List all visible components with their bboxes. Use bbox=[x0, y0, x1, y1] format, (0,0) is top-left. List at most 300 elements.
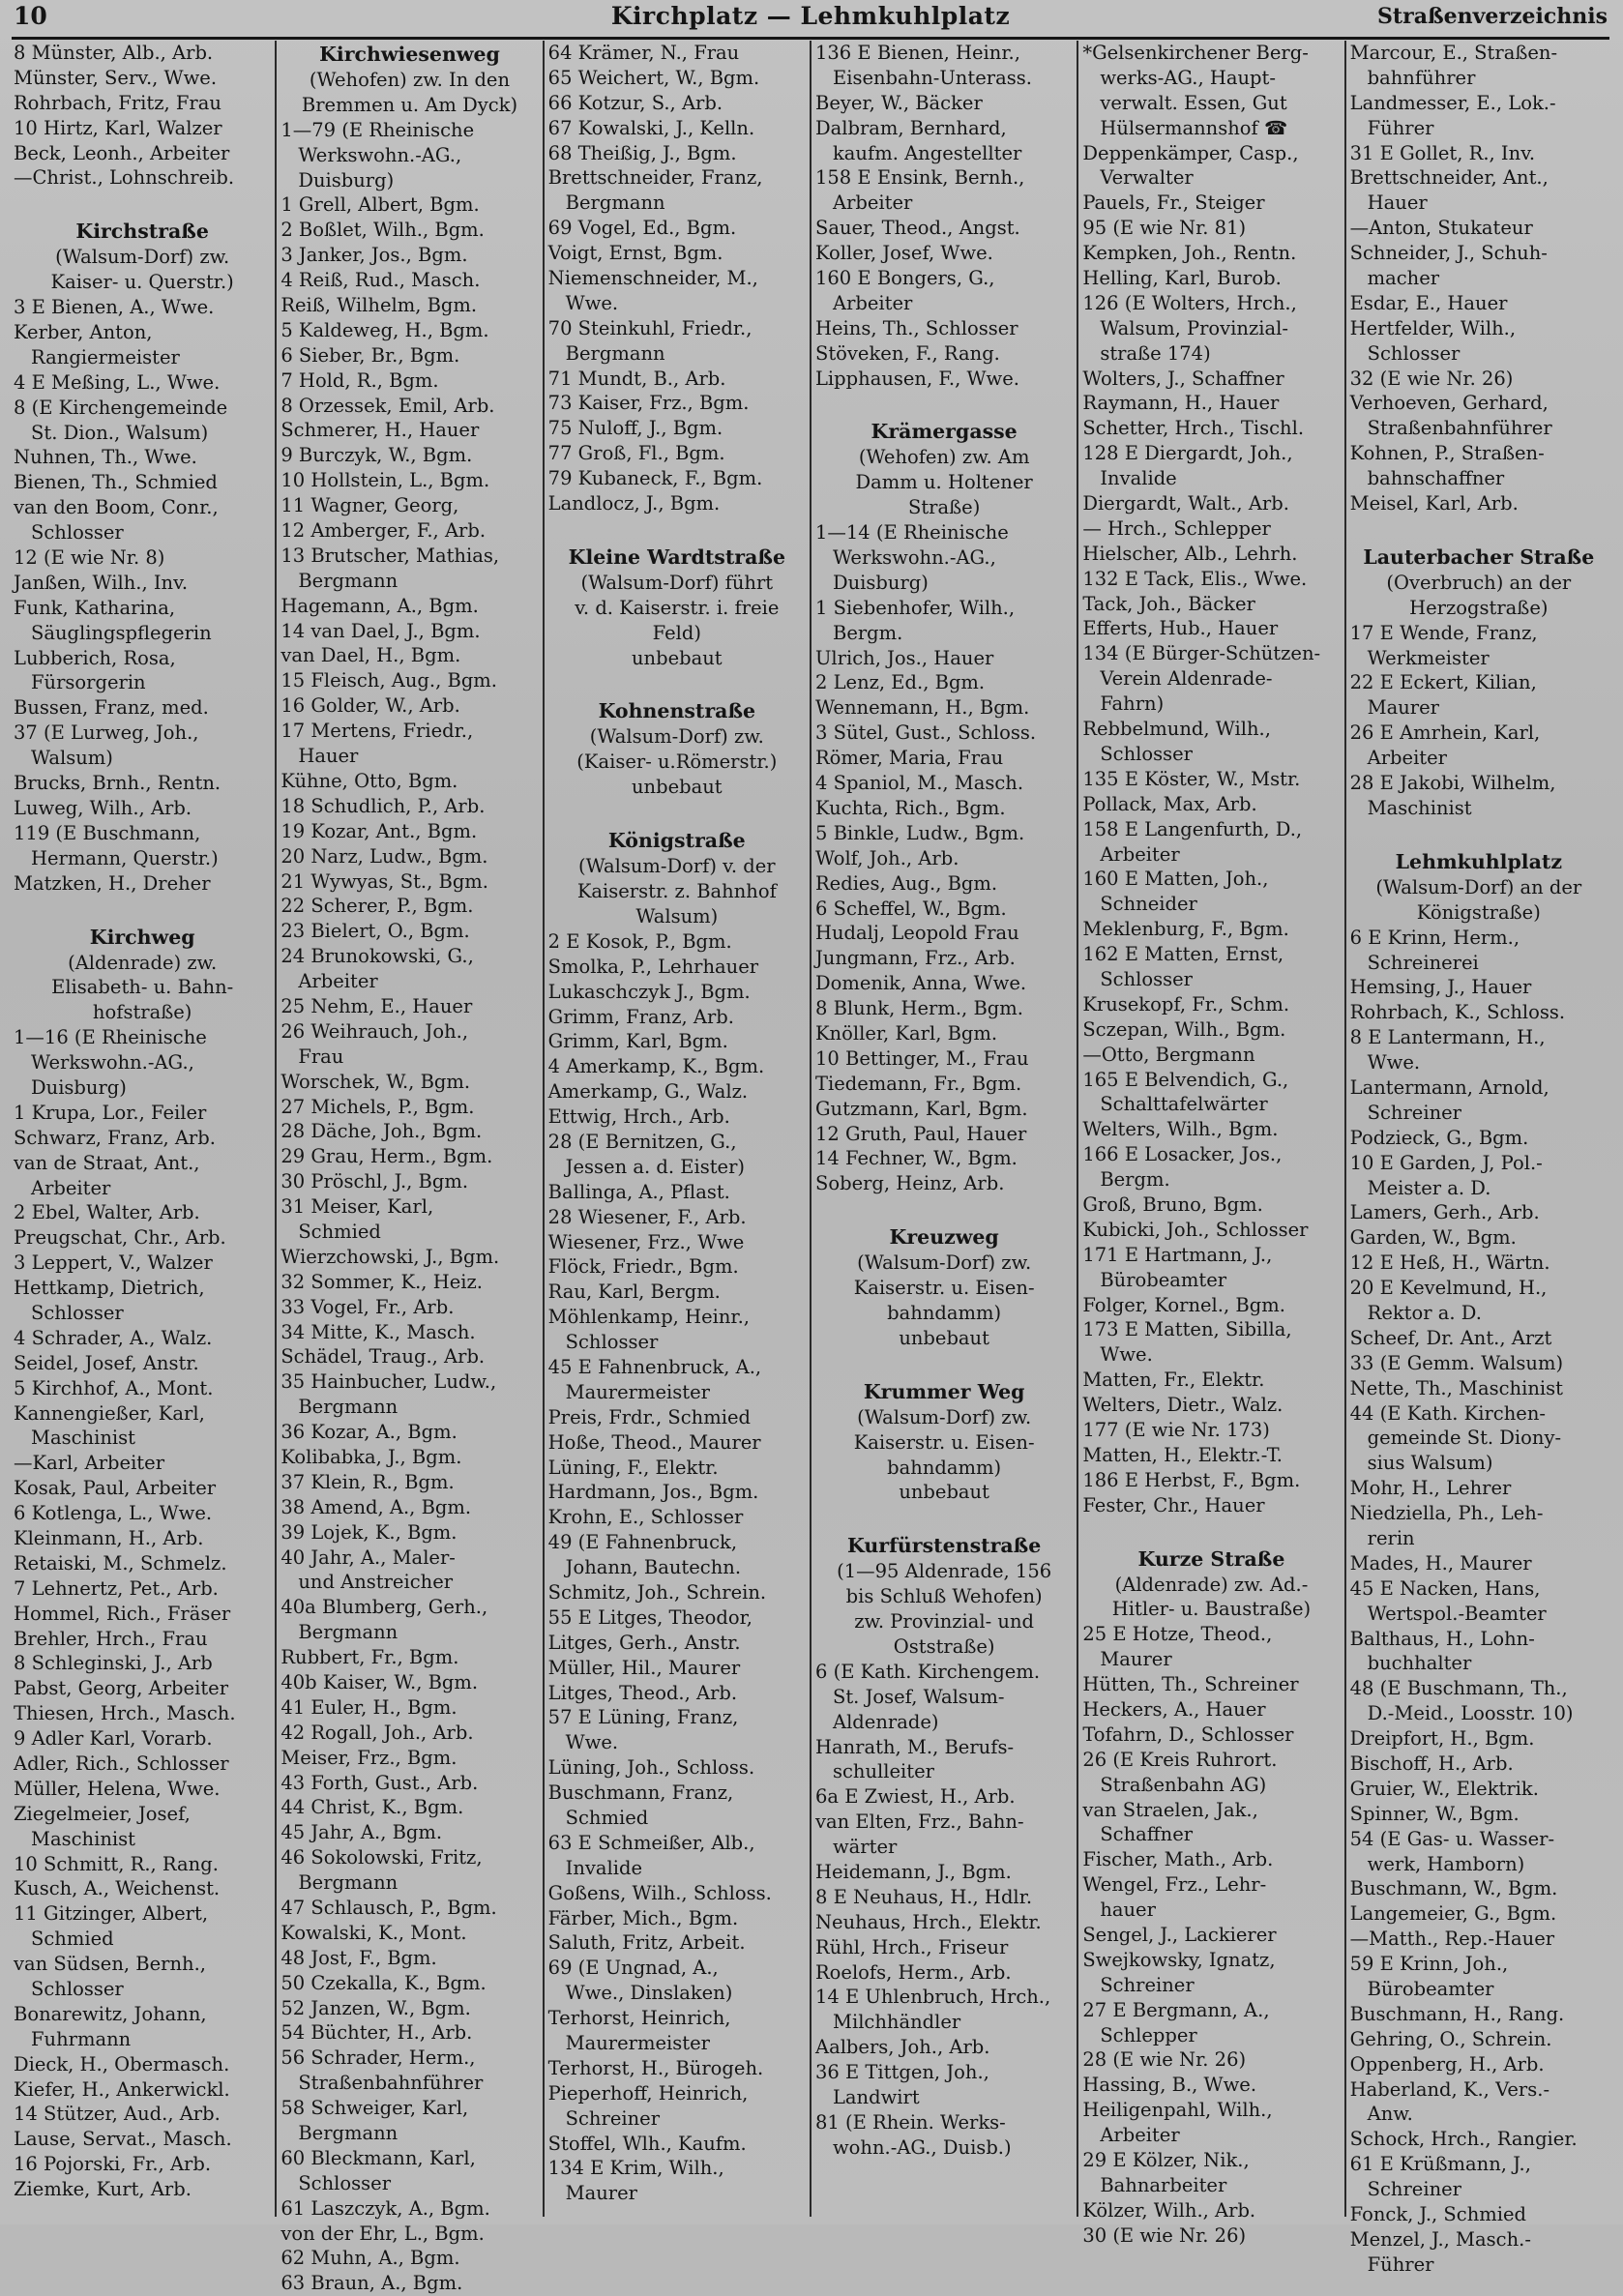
entry-continuation: Arbeiter bbox=[1100, 842, 1180, 866]
resident-entry: van de Straat, Ant., bbox=[14, 1151, 200, 1174]
entry-continuation: Hauer bbox=[298, 745, 359, 768]
street-heading: Krämergasse bbox=[871, 420, 1018, 444]
resident-entry: Hardmann, Jos., Bgm. bbox=[547, 1481, 759, 1504]
resident-entry: 10 Hollstein, L., Bgm. bbox=[280, 469, 490, 492]
resident-entry: Terhorst, H., Bürogeh. bbox=[547, 2056, 764, 2079]
resident-entry: *Gelsenkirchener Berg- bbox=[1082, 42, 1309, 64]
resident-entry: von der Ehr, L., Bgm. bbox=[280, 2222, 485, 2245]
resident-entry: 8 Orzessek, Emil, Arb. bbox=[280, 394, 495, 417]
resident-entry: Heins, Th., Schlosser bbox=[814, 316, 1018, 339]
resident-entry: Seidel, Josef, Anstr. bbox=[14, 1351, 199, 1374]
resident-entry: 71 Mundt, B., Arb. bbox=[547, 367, 726, 390]
resident-entry: 41 Euler, H., Bgm. bbox=[280, 1695, 457, 1719]
resident-entry: Brettschneider, Franz, bbox=[547, 166, 763, 190]
entry-continuation: rerin bbox=[1367, 1526, 1415, 1549]
street-description: Hitler- u. Baustraße) bbox=[1111, 1598, 1312, 1621]
resident-entry: 2 Ebel, Walter, Arb. bbox=[14, 1201, 200, 1224]
resident-entry: 27 E Bergmann, A., bbox=[1082, 1998, 1270, 2021]
resident-entry: Thiesen, Hrch., Masch. bbox=[14, 1702, 236, 1725]
resident-entry: 69 Vogel, Ed., Bgm. bbox=[547, 217, 737, 240]
entry-continuation: St. Dion., Walsum) bbox=[31, 421, 209, 444]
resident-entry: 47 Schlausch, P., Bgm. bbox=[280, 1897, 497, 1920]
resident-entry: 14 Fechner, W., Bgm. bbox=[814, 1147, 1018, 1170]
resident-entry: 166 E Losacker, Jos., bbox=[1082, 1143, 1283, 1166]
resident-entry: 173 E Matten, Sibilla, bbox=[1082, 1318, 1292, 1341]
entry-continuation: Schlepper bbox=[1100, 2023, 1197, 2046]
entry-continuation: Hauer bbox=[1367, 191, 1428, 215]
resident-entry: 5 Kaldeweg, H., Bgm. bbox=[280, 318, 489, 341]
resident-entry: Reiß, Wilhelm, Bgm. bbox=[280, 294, 478, 317]
resident-entry: 28 E Jakobi, Wilhelm, bbox=[1349, 772, 1556, 795]
resident-entry: 28 (E Bernitzen, G., bbox=[547, 1130, 737, 1153]
entry-continuation: Werkswohn.-AG., bbox=[31, 1051, 194, 1074]
entry-continuation: Schlosser bbox=[31, 1301, 124, 1324]
resident-entry: 26 (E Kreis Ruhrort. bbox=[1082, 1748, 1278, 1771]
street-description: bahndamm) bbox=[887, 1456, 1002, 1479]
entry-continuation: Eisenbahn-Unterass. bbox=[832, 66, 1032, 89]
resident-entry: Schetter, Hrch., Tischl. bbox=[1082, 417, 1305, 440]
resident-entry: 15 Fleisch, Aug., Bgm. bbox=[280, 669, 497, 692]
resident-entry: —Karl, Arbeiter bbox=[14, 1452, 165, 1475]
resident-entry: 8 (E Kirchengemeinde bbox=[14, 396, 228, 419]
street-heading: Kirchweg bbox=[89, 925, 195, 949]
street-heading: Kurze Straße bbox=[1137, 1546, 1285, 1571]
resident-entry: 52 Janzen, W., Bgm. bbox=[280, 1996, 471, 2019]
street-description: Kaiserstr. u. Eisen- bbox=[853, 1277, 1035, 1300]
resident-entry: Lantermann, Arnold, bbox=[1349, 1075, 1549, 1099]
street-description: (Aldenrade) zw. Ad.- bbox=[1114, 1573, 1309, 1596]
street-description: Königstraße) bbox=[1416, 900, 1541, 924]
resident-entry: Goßens, Wilh., Schloss. bbox=[547, 1881, 772, 1904]
resident-entry: 42 Rogall, Joh., Arb. bbox=[280, 1721, 474, 1744]
entry-continuation: Johann, Bautechn. bbox=[565, 1556, 742, 1579]
resident-entry: Matten, H., Elektr.-T. bbox=[1082, 1443, 1283, 1466]
street-heading: Kirchwiesenweg bbox=[319, 43, 500, 66]
resident-entry: —Christ., Lohnschreib. bbox=[14, 166, 235, 190]
resident-entry: Hielscher, Alb., Lehrh. bbox=[1082, 542, 1298, 565]
resident-entry: Hemsing, J., Hauer bbox=[1349, 976, 1532, 999]
resident-entry: Schädel, Traug., Arb. bbox=[280, 1345, 486, 1369]
resident-entry: Hoße, Theod., Maurer bbox=[547, 1430, 761, 1454]
street-heading: Kreuzweg bbox=[889, 1225, 999, 1250]
entry-continuation: Bergm. bbox=[1100, 1168, 1170, 1192]
resident-entry: Buschmann, W., Bgm. bbox=[1349, 1877, 1558, 1900]
resident-entry: Rebbelmund, Wilh., bbox=[1082, 718, 1271, 741]
resident-entry: 165 E Belvendich, G., bbox=[1082, 1068, 1289, 1091]
entry-continuation: Schmied bbox=[298, 1220, 381, 1243]
resident-entry: 50 Czekalla, K., Bgm. bbox=[280, 1971, 487, 1994]
resident-entry: 69 (E Ungnad, A., bbox=[547, 1957, 719, 1980]
resident-entry: Kolibabka, J., Bgm. bbox=[280, 1445, 462, 1468]
street-description: (Walsum-Dorf) v. der bbox=[578, 855, 776, 878]
entry-continuation: wärter bbox=[832, 1836, 898, 1859]
resident-entry: 3 Janker, Jos., Bgm. bbox=[280, 244, 468, 267]
resident-entry: 36 E Tittgen, Joh., bbox=[814, 2061, 989, 2084]
resident-entry: Dreipfort, H., Bgm. bbox=[1349, 1727, 1535, 1751]
resident-entry: 136 E Bienen, Heinr., bbox=[814, 42, 1020, 64]
resident-entry: 162 E Matten, Ernst, bbox=[1082, 943, 1284, 966]
resident-entry: 2 Lenz, Ed., Bgm. bbox=[814, 671, 986, 694]
entry-continuation: Rektor a. D. bbox=[1367, 1301, 1482, 1324]
resident-entry: 6 (E Kath. Kirchengem. bbox=[814, 1660, 1041, 1683]
entry-continuation: Schlosser bbox=[1100, 967, 1194, 990]
resident-entry: 20 Narz, Ludw., Bgm. bbox=[280, 844, 488, 868]
resident-entry: Neuhaus, Hrch., Elektr. bbox=[814, 1910, 1042, 1933]
resident-entry: Hudalj, Leopold Frau bbox=[814, 922, 1019, 945]
entry-continuation: Wwe. bbox=[565, 291, 619, 314]
resident-entry: Haberland, K., Vers.- bbox=[1349, 2077, 1550, 2101]
resident-entry: Kosak, Paul, Arbeiter bbox=[14, 1477, 217, 1500]
resident-entry: Heidemann, J., Bgm. bbox=[814, 1861, 1012, 1883]
page-header bbox=[12, 0, 1609, 40]
entry-continuation: Bergmann bbox=[565, 191, 665, 215]
resident-entry: 33 Vogel, Fr., Arb. bbox=[280, 1295, 455, 1318]
resident-entry: 4 E Meßing, L., Wwe. bbox=[14, 370, 221, 394]
entry-continuation: Invalide bbox=[1100, 467, 1177, 490]
entry-continuation: Arbeiter bbox=[832, 191, 913, 215]
entry-continuation: Bahnarbeiter bbox=[1100, 2173, 1227, 2196]
resident-entry: 79 Kubaneck, F., Bgm. bbox=[547, 467, 763, 490]
entry-continuation: Arbeiter bbox=[1367, 747, 1448, 770]
resident-entry: Pauels, Fr., Steiger bbox=[1082, 191, 1265, 215]
resident-entry: Preugschat, Chr., Arb. bbox=[14, 1226, 226, 1250]
resident-entry: Lüning, Joh., Schloss. bbox=[547, 1756, 755, 1780]
resident-entry: 1 Krupa, Lor., Feiler bbox=[14, 1101, 207, 1124]
entry-continuation: Schmied bbox=[565, 1807, 649, 1829]
street-description: Kaiser- u. Querstr.) bbox=[50, 271, 234, 294]
entry-continuation: buchhalter bbox=[1367, 1652, 1472, 1675]
resident-entry: Preis, Frdr., Schmied bbox=[547, 1405, 751, 1428]
street-description: (Walsum-Dorf) zw. bbox=[857, 1251, 1032, 1275]
directory-columns bbox=[10, 41, 1611, 2295]
resident-entry: Kannengießer, Karl, bbox=[14, 1401, 205, 1425]
entry-continuation: Bürobeamter bbox=[1367, 1978, 1494, 2001]
entry-continuation: Schalttafelwärter bbox=[1100, 1093, 1268, 1116]
resident-entry: Knöller, Karl, Bgm. bbox=[814, 1021, 998, 1045]
resident-entry: 6 Kotlenga, L., Wwe. bbox=[14, 1502, 213, 1525]
resident-entry: 28 (E wie Nr. 26) bbox=[1082, 2048, 1247, 2072]
resident-entry: 33 (E Gemm. Walsum) bbox=[1349, 1351, 1564, 1374]
entry-continuation: Schlosser bbox=[31, 1978, 124, 2001]
street-description: (Kaiser- u.Römerstr.) bbox=[576, 751, 778, 774]
entry-continuation: Wwe., Dinslaken) bbox=[565, 1982, 733, 2005]
entry-continuation: Wertspol.-Beamter bbox=[1367, 1602, 1547, 1625]
street-description: unbebaut bbox=[899, 1326, 989, 1349]
resident-entry: 158 E Ensink, Bernh., bbox=[814, 166, 1025, 190]
resident-entry: Lukaschczyk J., Bgm. bbox=[547, 980, 751, 1003]
entry-continuation: Bergmann bbox=[298, 1396, 398, 1419]
entry-continuation: Fürsorgerin bbox=[31, 671, 146, 694]
resident-entry: 12 E Heß, H., Wärtn. bbox=[1349, 1251, 1550, 1275]
resident-entry: Sauer, Theod., Angst. bbox=[814, 217, 1020, 240]
entry-continuation: Jessen a. d. Eister) bbox=[565, 1155, 746, 1178]
resident-entry: 38 Amend, A., Bgm. bbox=[280, 1495, 472, 1518]
entry-continuation: Schreiner bbox=[1100, 1973, 1195, 1996]
resident-entry: Raymann, H., Hauer bbox=[1082, 392, 1280, 415]
street-description: Kaiserstr. z. Bahnhof bbox=[576, 880, 777, 903]
entry-continuation: Führer bbox=[1367, 2252, 1434, 2276]
resident-entry: Hettkamp, Dietrich, bbox=[14, 1277, 205, 1300]
street-description: (1—95 Aldenrade, 156 bbox=[837, 1560, 1052, 1583]
entry-continuation: Milchhändler bbox=[832, 2011, 961, 2034]
resident-entry: 44 Christ, K., Bgm. bbox=[280, 1796, 464, 1819]
resident-entry: Efferts, Hub., Hauer bbox=[1082, 617, 1279, 640]
resident-entry: Dieck, H., Obermasch. bbox=[14, 2052, 230, 2075]
resident-entry: 22 Scherer, P., Bgm. bbox=[280, 895, 474, 918]
entry-continuation: Bergmann bbox=[298, 569, 398, 592]
resident-entry: Gehring, O., Schrein. bbox=[1349, 2027, 1552, 2050]
entry-continuation: Frau bbox=[298, 1045, 344, 1068]
resident-entry: 6 Scheffel, W., Bgm. bbox=[814, 897, 1007, 920]
column-6 bbox=[1346, 41, 1611, 2276]
resident-entry: 10 Schmitt, R., Rang. bbox=[14, 1852, 219, 1875]
resident-entry: Gutzmann, Karl, Bgm. bbox=[814, 1097, 1028, 1120]
entry-continuation: Arbeiter bbox=[832, 291, 913, 314]
resident-entry: 63 Braun, A., Bgm. bbox=[280, 2272, 463, 2295]
entry-continuation: Bürobeamter bbox=[1100, 1268, 1227, 1291]
resident-entry: 17 E Wende, Franz, bbox=[1349, 621, 1538, 644]
resident-entry: 26 E Amrhein, Karl, bbox=[1349, 721, 1541, 745]
resident-entry: Domenik, Anna, Wwe. bbox=[814, 972, 1027, 995]
resident-entry: Marcour, E., Straßen- bbox=[1349, 42, 1558, 64]
entry-continuation: Rangiermeister bbox=[31, 345, 180, 368]
resident-entry: Fester, Chr., Hauer bbox=[1082, 1493, 1265, 1516]
resident-entry: Stoffel, Wlh., Kaufm. bbox=[547, 2132, 747, 2155]
resident-entry: Lamers, Gerh., Arb. bbox=[1349, 1201, 1540, 1224]
resident-entry: 61 E Krüßmann, J., bbox=[1349, 2153, 1531, 2176]
resident-entry: Tofahrn, D., Schlosser bbox=[1082, 1722, 1294, 1746]
resident-entry: Wolf, Joh., Arb. bbox=[814, 846, 959, 869]
entry-continuation: Wwe. bbox=[1367, 1051, 1421, 1074]
resident-entry: Rau, Karl, Bergm. bbox=[547, 1280, 721, 1304]
resident-entry: Verhoeven, Gerhard, bbox=[1349, 392, 1549, 415]
resident-entry: Welters, Dietr., Walz. bbox=[1082, 1394, 1284, 1417]
street-description: (Walsum-Dorf) zw. bbox=[55, 246, 230, 269]
resident-entry: 39 Lojek, K., Bgm. bbox=[280, 1520, 457, 1544]
entry-continuation: Führer bbox=[1367, 116, 1434, 139]
street-heading: Kleine Wardtstraße bbox=[568, 545, 785, 569]
resident-entry: Esdar, E., Hauer bbox=[1349, 291, 1508, 314]
resident-entry: Menzel, J., Masch.- bbox=[1349, 2227, 1531, 2251]
resident-entry: 59 E Krinn, Joh., bbox=[1349, 1953, 1509, 1976]
resident-entry: van Dael, H., Bgm. bbox=[280, 644, 461, 667]
entry-continuation: Schaffner bbox=[1100, 1823, 1194, 1846]
resident-entry: 1—14 (E Rheinische bbox=[814, 521, 1009, 545]
resident-entry: 10 E Garden, J, Pol.- bbox=[1349, 1151, 1543, 1174]
resident-entry: Diergardt, Walt., Arb. bbox=[1082, 492, 1289, 515]
resident-entry: 9 Burczyk, W., Bgm. bbox=[280, 444, 473, 467]
resident-entry: Krohn, E., Schlosser bbox=[547, 1506, 744, 1529]
resident-entry: 30 (E wie Nr. 26) bbox=[1082, 2223, 1247, 2247]
resident-entry: Buschmann, Franz, bbox=[547, 1781, 734, 1805]
street-description: v. d. Kaiserstr. i. freie bbox=[575, 596, 780, 619]
resident-entry: Kühne, Otto, Bgm. bbox=[280, 769, 458, 792]
resident-entry: Mohr, H., Lehrer bbox=[1349, 1477, 1512, 1500]
resident-entry: Schock, Hrch., Rangier. bbox=[1349, 2128, 1578, 2151]
entry-continuation: Schmied bbox=[31, 1928, 114, 1951]
resident-entry: Hertfelder, Wilh., bbox=[1349, 316, 1517, 339]
street-description: hofstraße) bbox=[92, 1001, 192, 1024]
resident-entry: 160 E Matten, Joh., bbox=[1082, 868, 1269, 891]
street-description: (Overbruch) an der bbox=[1386, 571, 1572, 594]
resident-entry: 44 (E Kath. Kirchen- bbox=[1349, 1401, 1546, 1425]
resident-entry: 5 Binkle, Ludw., Bgm. bbox=[814, 821, 1025, 844]
entry-continuation: und Anstreicher bbox=[298, 1571, 454, 1594]
resident-entry: Groß, Bruno, Bgm. bbox=[1082, 1192, 1263, 1216]
entry-continuation: Aldenrade) bbox=[832, 1710, 939, 1733]
entry-continuation: Werkswohn.-AG., bbox=[298, 143, 462, 166]
entry-continuation: Schreiner bbox=[565, 2106, 661, 2130]
street-description: (Walsum-Dorf) zw. bbox=[589, 725, 764, 749]
resident-entry: 45 Jahr, A., Bgm. bbox=[280, 1821, 443, 1844]
resident-entry: 14 van Dael, J., Bgm. bbox=[280, 619, 481, 642]
column-1 bbox=[10, 41, 277, 2217]
entry-continuation: Arbeiter bbox=[298, 970, 378, 993]
resident-entry: Ballinga, A., Pflast. bbox=[547, 1180, 730, 1203]
entry-continuation: Anw. bbox=[1367, 2103, 1413, 2126]
entry-continuation: Maurer bbox=[1100, 1648, 1172, 1671]
resident-entry: Garden, W., Bgm. bbox=[1349, 1226, 1517, 1250]
entry-continuation: Duisburg) bbox=[298, 168, 395, 191]
entry-continuation: Bergmann bbox=[565, 341, 665, 365]
resident-entry: 7 Hold, R., Bgm. bbox=[280, 368, 439, 392]
spacer bbox=[548, 800, 806, 827]
resident-entry: Grimm, Karl, Bgm. bbox=[547, 1030, 728, 1053]
resident-entry: Meiser, Frz., Bgm. bbox=[280, 1746, 457, 1769]
entry-continuation: Landwirt bbox=[832, 2086, 920, 2109]
street-description: Herzogstraße) bbox=[1409, 596, 1549, 619]
resident-entry: Landmesser, E., Lok.- bbox=[1349, 91, 1556, 114]
spacer bbox=[548, 670, 806, 697]
entry-continuation: St. Josef, Walsum- bbox=[832, 1685, 1005, 1708]
resident-entry: 25 Nehm, E., Hauer bbox=[280, 994, 473, 1017]
resident-entry: 37 (E Lurweg, Joh., bbox=[14, 721, 199, 745]
resident-entry: Spinner, W., Bgm. bbox=[1349, 1802, 1520, 1825]
entry-continuation: Hülsermannshof ☎ bbox=[1100, 116, 1288, 139]
resident-entry: Flöck, Friedr., Bgm. bbox=[547, 1255, 739, 1279]
resident-entry: Ziemke, Kurt, Arb. bbox=[14, 2178, 192, 2201]
entry-continuation: werks-AG., Haupt- bbox=[1100, 66, 1276, 89]
entry-continuation: schulleiter bbox=[832, 1760, 934, 1783]
resident-entry: Deppenkämper, Casp., bbox=[1082, 141, 1299, 164]
resident-entry: Niedziella, Ph., Leh- bbox=[1349, 1502, 1544, 1525]
resident-entry: 4 Schrader, A., Walz. bbox=[14, 1326, 213, 1349]
resident-entry: Hagemann, A., Bgm. bbox=[280, 594, 479, 617]
entry-continuation: Maurermeister bbox=[565, 1380, 710, 1403]
entry-continuation: gemeinde St. Diony- bbox=[1367, 1427, 1562, 1450]
resident-entry: 132 E Tack, Elis., Wwe. bbox=[1082, 567, 1308, 590]
resident-entry: —Matth., Rep.-Hauer bbox=[1349, 1928, 1555, 1951]
resident-entry: 16 Golder, W., Arb. bbox=[280, 694, 460, 718]
resident-entry: Nuhnen, Th., Wwe. bbox=[14, 446, 197, 469]
resident-entry: 11 Gitzinger, Albert, bbox=[14, 1902, 209, 1926]
entry-continuation: Straßenbahnführer bbox=[1367, 417, 1552, 440]
entry-continuation: hauer bbox=[1100, 1899, 1156, 1922]
resident-entry: Smolka, P., Lehrhauer bbox=[547, 955, 759, 978]
resident-entry: 64 Krämer, N., Frau bbox=[547, 42, 740, 64]
entry-continuation: bahnführer bbox=[1367, 66, 1476, 89]
resident-entry: Sczepan, Wilh., Bgm. bbox=[1082, 1017, 1286, 1041]
resident-entry: Folger, Kornel., Bgm. bbox=[1082, 1293, 1285, 1316]
resident-entry: Amerkamp, G., Walz. bbox=[547, 1080, 749, 1104]
entry-continuation: Säuglingspflegerin bbox=[31, 621, 212, 644]
resident-entry: van Südsen, Bernh., bbox=[14, 1953, 207, 1976]
resident-entry: 17 Mertens, Friedr., bbox=[280, 720, 474, 743]
resident-entry: 11 Wagner, Georg, bbox=[280, 494, 459, 517]
resident-entry: 10 Bettinger, M., Frau bbox=[814, 1046, 1029, 1070]
resident-entry: 126 (E Wolters, Hrch., bbox=[1082, 291, 1297, 314]
resident-entry: 40 Jahr, A., Maler- bbox=[280, 1545, 456, 1569]
resident-entry: Kiefer, H., Ankerwickl. bbox=[14, 2077, 230, 2101]
resident-entry: Rohrbach, K., Schloss. bbox=[1349, 1001, 1566, 1024]
resident-entry: —Otto, Bergmann bbox=[1082, 1043, 1255, 1066]
entry-continuation: Bergmann bbox=[298, 2122, 398, 2145]
resident-entry: 177 (E wie Nr. 173) bbox=[1082, 1418, 1270, 1441]
entry-continuation: Hermann, Querstr.) bbox=[31, 846, 219, 869]
entry-continuation: D.-Meid., Loosstr. 10) bbox=[1367, 1702, 1574, 1725]
resident-entry: 35 Hainbucher, Ludw., bbox=[280, 1370, 497, 1394]
resident-entry: Soberg, Heinz, Arb. bbox=[814, 1172, 1005, 1195]
resident-entry: Beck, Leonh., Arbeiter bbox=[14, 141, 230, 164]
resident-entry: 20 E Kevelmund, H., bbox=[1349, 1277, 1548, 1300]
street-description: Straße) bbox=[907, 496, 981, 519]
resident-entry: 61 Laszczyk, A., Bgm. bbox=[280, 2196, 490, 2220]
entry-continuation: Fuhrmann bbox=[31, 2027, 132, 2050]
street-description: Damm u. Holtener bbox=[855, 471, 1033, 494]
entry-continuation: Bergmann bbox=[298, 1621, 398, 1644]
resident-entry: 22 E Eckert, Kilian, bbox=[1349, 671, 1537, 694]
resident-entry: 6 E Krinn, Herm., bbox=[1349, 926, 1520, 949]
spacer bbox=[1082, 1518, 1340, 1545]
resident-entry: Schmerer, H., Hauer bbox=[280, 419, 480, 442]
resident-entry: 56 Schrader, Herm., bbox=[280, 2046, 476, 2070]
column-2 bbox=[277, 41, 544, 2295]
entry-continuation: Maurermeister bbox=[565, 2032, 710, 2055]
resident-entry: Kuchta, Rich., Bgm. bbox=[814, 796, 1006, 819]
spacer bbox=[14, 191, 271, 218]
resident-entry: Heiligenpahl, Wilh., bbox=[1082, 2099, 1273, 2122]
resident-entry: Kempken, Joh., Rentn. bbox=[1082, 242, 1297, 265]
resident-entry: Wolters, J., Schaffner bbox=[1082, 367, 1284, 390]
resident-entry: Saluth, Fritz, Arbeit. bbox=[547, 1931, 746, 1955]
resident-entry: 34 Mitte, K., Masch. bbox=[280, 1320, 476, 1343]
entry-continuation: Maschinist bbox=[31, 1827, 135, 1850]
resident-entry: 27 Michels, P., Bgm. bbox=[280, 1095, 475, 1118]
spacer bbox=[1350, 516, 1608, 544]
resident-entry: 4 Reiß, Rud., Masch. bbox=[280, 269, 481, 292]
entry-continuation: Walsum) bbox=[31, 747, 113, 770]
entry-continuation: Arbeiter bbox=[1100, 2124, 1180, 2147]
street-description: Kaiserstr. u. Eisen- bbox=[853, 1430, 1035, 1454]
resident-entry: 119 (E Buschmann, bbox=[14, 821, 201, 844]
street-description: Oststraße) bbox=[893, 1634, 995, 1658]
resident-entry: Kerber, Anton, bbox=[14, 321, 153, 344]
running-title: Kirchplatz — Lehmkuhlplatz bbox=[610, 2, 1011, 30]
resident-entry: Koller, Josef, Wwe. bbox=[814, 242, 993, 265]
street-description: Walsum) bbox=[635, 904, 719, 927]
resident-entry: 32 (E wie Nr. 26) bbox=[1349, 367, 1514, 390]
resident-entry: Krusekopf, Fr., Schm. bbox=[1082, 992, 1290, 1016]
resident-entry: Kölzer, Wilh., Arb. bbox=[1082, 2198, 1256, 2222]
resident-entry: Fonck, J., Schmied bbox=[1349, 2203, 1527, 2226]
resident-entry: Nette, Th., Maschinist bbox=[1349, 1376, 1563, 1399]
resident-entry: —Anton, Stukateur bbox=[1349, 217, 1533, 240]
entry-continuation: Schlosser bbox=[565, 1331, 659, 1354]
resident-entry: Kohnen, P., Straßen- bbox=[1349, 442, 1545, 465]
spacer bbox=[815, 1505, 1073, 1532]
resident-entry: Schmitz, Joh., Schrein. bbox=[547, 1580, 767, 1604]
entry-continuation: Schlosser bbox=[298, 2171, 392, 2194]
